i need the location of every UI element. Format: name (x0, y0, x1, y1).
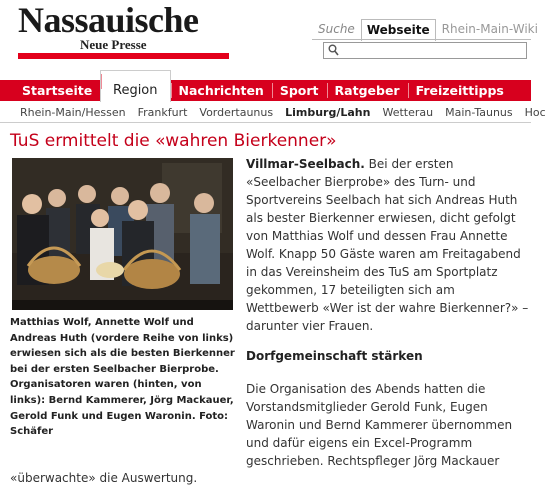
subnav-limburg-lahn[interactable]: Limburg/Lahn (285, 105, 371, 119)
nav-startseite[interactable]: Startseite (22, 83, 93, 98)
nav-region[interactable]: Region (100, 70, 171, 102)
search-tabs (312, 16, 544, 40)
lead-paragraph (246, 155, 531, 335)
sub-nav (0, 102, 546, 123)
photo-caption: Matthias Wolf, Annette Wolf und Andreas Huth (vordere Reihe von links) erwiesen sich als die besten Bierkenner bei der ersten Seelbacher Bierprobe. Organisatoren waren (hinten, von links): Bernd Kammerer, Jörg Mackauer, Gerold Funk und Eugen Waronin. Foto: Schäfer (10, 317, 235, 438)
photo-illustration (12, 158, 233, 310)
search-icon[interactable] (328, 44, 339, 56)
main-nav (0, 80, 531, 101)
search-tab-webseite[interactable]: Webseite (361, 19, 436, 41)
dateline: Villmar-Seelbach. (246, 157, 365, 171)
search-tab-divider (312, 39, 531, 40)
lead-text: Bei der ersten «Seelbacher Bierprobe» des Turn- und Sportvereins Seelbach hat sich Andreas Huth als bester Bierkenner erwiesen, dicht gefolgt von Matthias Wolf und dessen Frau Annette Wolf. Knapp 50 Gäste waren am Freitagabend in das Vereinsheim des TuS am Sportplatz gekommen, 17 beteiligten sich am Wettbewerb «Wer ist der wahre Bierkenner?» – darunter vier Frauen. (246, 157, 529, 333)
subnav-main-taunus[interactable]: Main-Taunus (445, 105, 513, 119)
nav-nachrichten[interactable]: Nachrichten (171, 80, 272, 101)
subnav-vordertaunus[interactable]: Vordertaunus (199, 105, 274, 119)
nav-sport[interactable]: Sport (272, 80, 327, 101)
logo-subtitle: Neue Presse (80, 37, 147, 52)
search-input[interactable] (323, 42, 527, 59)
subnav-rhein-main-hessen[interactable]: Rhein-Main/Hessen (20, 105, 126, 119)
subnav-frankfurt[interactable]: Frankfurt (137, 105, 188, 119)
subnav-wetterau[interactable]: Wetterau (382, 105, 434, 119)
site-logo[interactable] (18, 0, 233, 52)
subnav-hochtaunus[interactable]: Hoc (524, 105, 546, 119)
nav-ratgeber[interactable]: Ratgeber (327, 80, 408, 101)
body-paragraph: Die Organisation des Abends hatten die Vorstandsmitglieder Gerold Funk, Eugen Waronin und Bernd Kammerer übernommen und dafür eigens ein Excel-Programm geschrieben. Rechtspfleger Jörg Mackauer (246, 382, 513, 468)
article-body (246, 155, 531, 470)
search-label: Suche (318, 22, 355, 36)
search-tab-wiki[interactable]: Rhein-Main-Wiki (441, 22, 538, 36)
article-photo[interactable] (12, 158, 233, 310)
article-subheading: Dorfgemeinschaft stärken (246, 349, 423, 363)
article-headline: TuS ermittelt die «wahren Bierkenner» (10, 131, 337, 151)
nav-freizeittipps[interactable]: Freizeittipps (408, 80, 512, 101)
body-paragraph-continued: «überwachte» die Auswertung. (10, 471, 198, 485)
logo-bar (18, 53, 229, 59)
logo-title: Nassauische (18, 0, 199, 40)
